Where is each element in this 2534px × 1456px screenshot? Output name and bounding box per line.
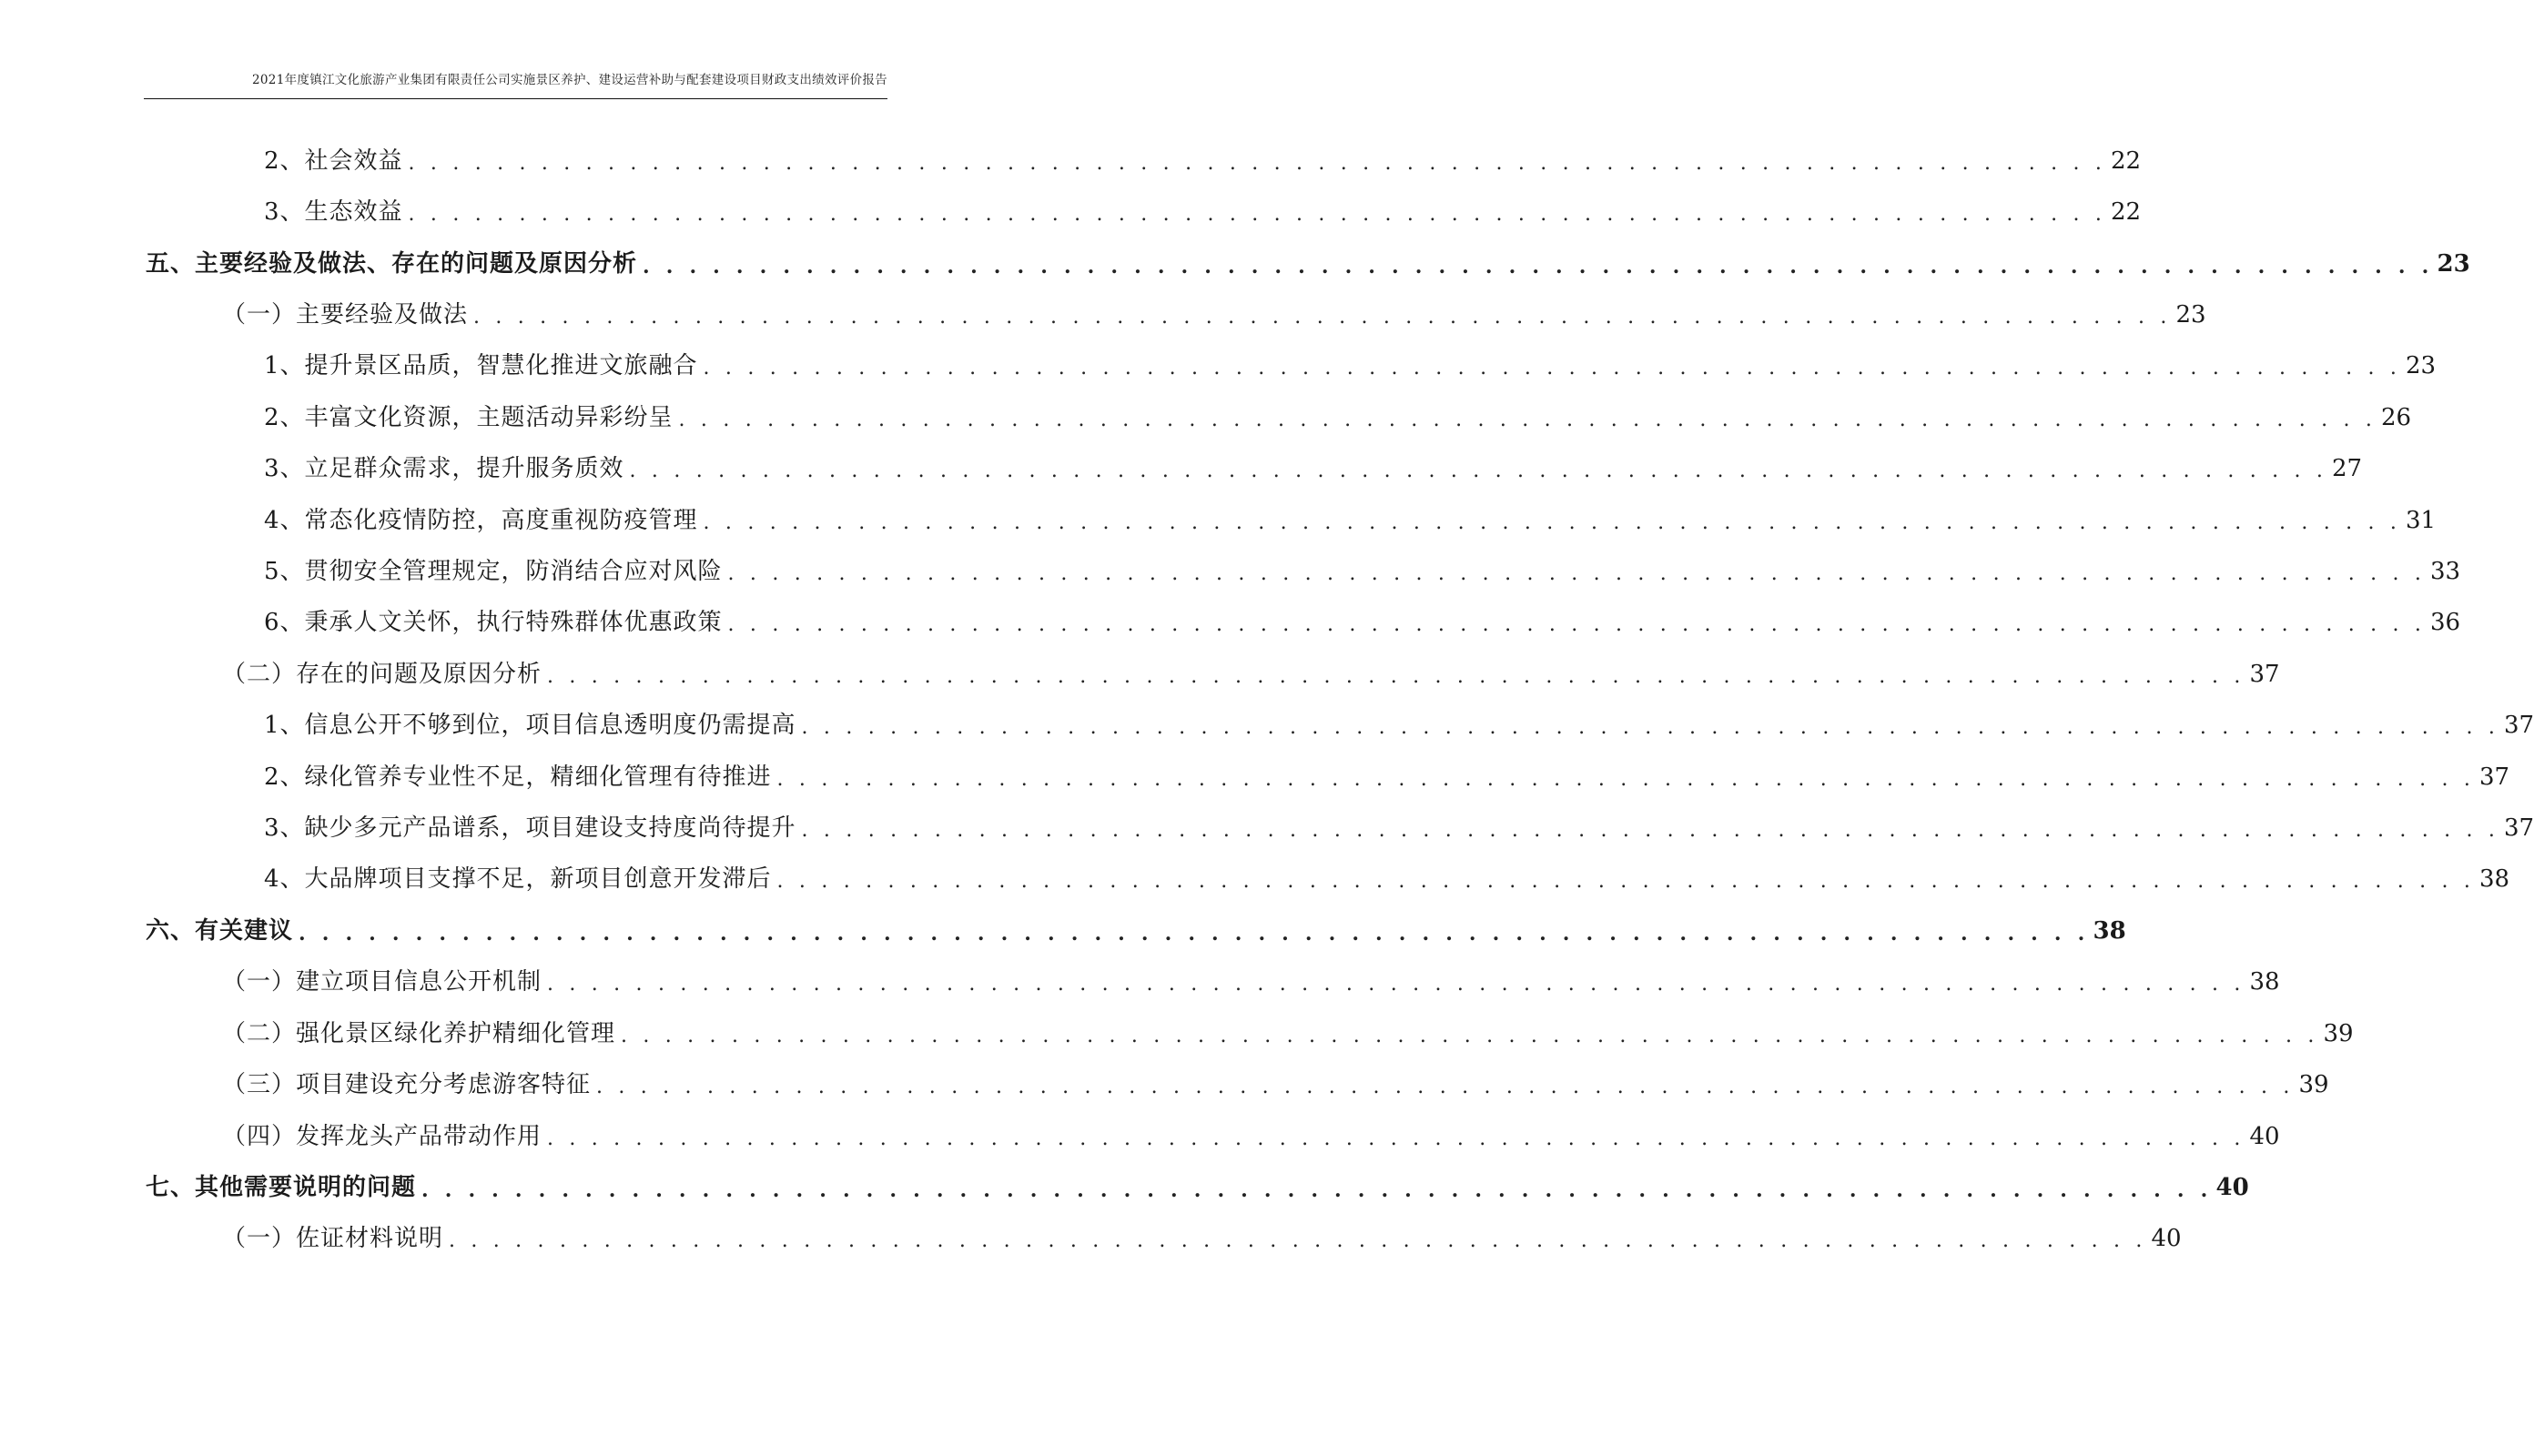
toc-leader-dots: . . . . . . . . . . . . . . . . . . . . . . . . . . . . . . . . . . . . . . . . . . . . . . . . . . . . . . . . . . . . . . . . . . . . . . . . . . . . . <box>776 768 2476 791</box>
toc-leader-dots: . . . . . . . . . . . . . . . . . . . . . . . . . . . . . . . . . . . . . . . . . . . . . . . . . . . . . . . . . . . . . . . . . . . . . . . . . . . . . <box>727 613 2427 636</box>
toc-entry-label: （二）强化景区绿化养护精细化管理 <box>222 1020 616 1047</box>
toc-entry[interactable] <box>222 1016 2354 1052</box>
toc-entry-label: 2、社会效益 <box>264 147 403 175</box>
toc-entry-label: 2、丰富文化资源，主题活动异彩纷呈 <box>264 404 674 431</box>
toc-entry-label: 6、秉承人文关怀，执行特殊群体优惠政策 <box>264 609 723 636</box>
toc-entry[interactable] <box>222 1220 2182 1257</box>
toc-leader-dots: . . . . . . . . . . . . . . . . . . . . . . . . . . . . . . . . . . . . . . . . . . . . . . . . . . . . . . . . . . . . . . . . . . . . . . . . . . . . . <box>408 203 2107 226</box>
toc-entry[interactable] <box>222 1118 2280 1155</box>
toc-entry[interactable] <box>264 143 2142 179</box>
toc-page-number: 22 <box>2111 147 2142 175</box>
toc-entry-label: （三）项目建设充分考虑游客特征 <box>222 1071 592 1098</box>
toc-leader-dots: . . . . . . . . . . . . . . . . . . . . . . . . . . . . . . . . . . . . . . . . . . . . . . . . . . . . . . . . . . . . . . . . . . . . . . . . . . . . . <box>621 1025 2319 1047</box>
toc-page-number: 39 <box>2298 1071 2329 1098</box>
toc-leader-dots: . . . . . . . . . . . . . . . . . . . . . . . . . . . . . . . . . . . . . . . . . . . . . . . . . . . . . . . . . . . . . . . . . . . . . . . . . . . . . <box>449 1229 2147 1252</box>
toc-entry[interactable] <box>264 399 2412 436</box>
toc-leader-dots: . . . . . . . . . . . . . . . . . . . . . . . . . . . . . . . . . . . . . . . . . . . . . . . . . . . . . . . . . . . . . . . . . . . . . . . . . . . . . <box>299 922 2090 945</box>
toc-entry[interactable] <box>264 502 2437 539</box>
toc-entry[interactable] <box>264 450 2363 487</box>
toc-page-number: 38 <box>2479 865 2510 893</box>
toc-page-number: 37 <box>2479 763 2510 791</box>
toc-leader-dots: . . . . . . . . . . . . . . . . . . . . . . . . . . . . . . . . . . . . . . . . . . . . . . . . . . . . . . . . . . . . . . . . . . . . . . . . . . . . . <box>547 973 2245 996</box>
toc-page-number: 36 <box>2430 609 2461 636</box>
toc-entry-label: （四）发挥龙头产品带动作用 <box>222 1123 542 1150</box>
toc-entry[interactable] <box>264 707 2534 743</box>
toc-page-number: 37 <box>2504 814 2534 842</box>
toc-entry-label: 五、主要经验及做法、存在的问题及原因分析 <box>146 250 638 278</box>
toc-entry[interactable] <box>146 246 2470 282</box>
toc-entry[interactable] <box>146 1169 2249 1206</box>
toc-entry[interactable] <box>222 1067 2329 1103</box>
toc-entry-label: 4、常态化疫情防控，高度重视防疫管理 <box>264 507 698 534</box>
toc-leader-dots: . . . . . . . . . . . . . . . . . . . . . . . . . . . . . . . . . . . . . . . . . . . . . . . . . . . . . . . . . . . . . . . . . . . . . . . . . . . . . <box>473 306 2172 329</box>
toc-leader-dots: . . . . . . . . . . . . . . . . . . . . . . . . . . . . . . . . . . . . . . . . . . . . . . . . . . . . . . . . . . . . . . . . . . . . . . . . . . . . . <box>801 819 2500 842</box>
toc-page-number: 40 <box>2151 1225 2182 1252</box>
toc-leader-dots: . . . . . . . . . . . . . . . . . . . . . . . . . . . . . . . . . . . . . . . . . . . . . . . . . . . . . . . . . . . . . . . . . . . . . . . . . . . . . <box>703 511 2402 534</box>
toc-page-number: 37 <box>2249 661 2280 688</box>
toc-entry[interactable] <box>222 964 2280 1000</box>
toc-entry-label: 3、立足群众需求，提升服务质效 <box>264 455 624 482</box>
toc-leader-dots: . . . . . . . . . . . . . . . . . . . . . . . . . . . . . . . . . . . . . . . . . . . . . . . . . . . . . . . . . . . . . . . . . . . . . . . . . . . . . <box>643 255 2434 278</box>
toc-page-number: 40 <box>2215 1174 2249 1201</box>
toc-leader-dots: . . . . . . . . . . . . . . . . . . . . . . . . . . . . . . . . . . . . . . . . . . . . . . . . . . . . . . . . . . . . . . . . . . . . . . . . . . . . . <box>703 357 2402 379</box>
toc-page-number: 37 <box>2504 712 2534 739</box>
toc-page-number: 23 <box>2437 250 2470 278</box>
toc-leader-dots: . . . . . . . . . . . . . . . . . . . . . . . . . . . . . . . . . . . . . . . . . . . . . . . . . . . . . . . . . . . . . . . . . . . . . . . . . . . . . <box>408 152 2107 175</box>
toc-entry-label: 1、信息公开不够到位，项目信息透明度仍需提高 <box>264 712 796 739</box>
toc-entry-label: （一）主要经验及做法 <box>222 301 469 329</box>
toc-leader-dots: . . . . . . . . . . . . . . . . . . . . . . . . . . . . . . . . . . . . . . . . . . . . . . . . . . . . . . . . . . . . . . . . . . . . . . . . . . . . . <box>727 562 2427 585</box>
toc-leader-dots: . . . . . . . . . . . . . . . . . . . . . . . . . . . . . . . . . . . . . . . . . . . . . . . . . . . . . . . . . . . . . . . . . . . . . . . . . . . . . <box>776 870 2476 893</box>
toc-leader-dots: . . . . . . . . . . . . . . . . . . . . . . . . . . . . . . . . . . . . . . . . . . . . . . . . . . . . . . . . . . . . . . . . . . . . . . . . . . . . . <box>547 1127 2245 1150</box>
toc-entry-label: 六、有关建议 <box>146 917 294 945</box>
toc-entry[interactable] <box>222 656 2280 693</box>
toc-leader-dots: . . . . . . . . . . . . . . . . . . . . . . . . . . . . . . . . . . . . . . . . . . . . . . . . . . . . . . . . . . . . . . . . . . . . . . . . . . . . . <box>801 716 2500 739</box>
toc-entry-label: 3、缺少多元产品谱系，项目建设支持度尚待提升 <box>264 814 796 842</box>
toc-leader-dots: . . . . . . . . . . . . . . . . . . . . . . . . . . . . . . . . . . . . . . . . . . . . . . . . . . . . . . . . . . . . . . . . . . . . . . . . . . . . . <box>596 1076 2295 1098</box>
toc-entry-label: （一）佐证材料说明 <box>222 1225 444 1252</box>
toc-page-number: 26 <box>2381 404 2412 431</box>
toc-entry[interactable] <box>264 810 2534 846</box>
toc-page-number: 31 <box>2406 507 2437 534</box>
toc-entry[interactable] <box>264 604 2461 641</box>
toc-entry-label: 4、大品牌项目支撑不足，新项目创意开发滞后 <box>264 865 772 893</box>
toc-entry[interactable] <box>264 553 2461 590</box>
toc-page-number: 33 <box>2430 558 2461 585</box>
toc-leader-dots: . . . . . . . . . . . . . . . . . . . . . . . . . . . . . . . . . . . . . . . . . . . . . . . . . . . . . . . . . . . . . . . . . . . . . . . . . . . . . <box>678 409 2377 431</box>
toc-entry-label: 2、绿化管养专业性不足，精细化管理有待推进 <box>264 763 772 791</box>
toc-entry[interactable] <box>264 348 2437 384</box>
toc-leader-dots: . . . . . . . . . . . . . . . . . . . . . . . . . . . . . . . . . . . . . . . . . . . . . . . . . . . . . . . . . . . . . . . . . . . . . . . . . . . . . <box>547 665 2245 688</box>
toc-entry-label: 5、贯彻安全管理规定，防消结合应对风险 <box>264 558 723 585</box>
toc-page-number: 38 <box>2249 968 2280 996</box>
toc-page-number: 38 <box>2093 917 2126 945</box>
toc-leader-dots: . . . . . . . . . . . . . . . . . . . . . . . . . . . . . . . . . . . . . . . . . . . . . . . . . . . . . . . . . . . . . . . . . . . . . . . . . . . . . <box>421 1178 2213 1202</box>
toc-page-number: 23 <box>2406 352 2437 379</box>
toc-entry[interactable] <box>264 759 2510 795</box>
toc-page-number: 40 <box>2249 1123 2280 1150</box>
toc-leader-dots: . . . . . . . . . . . . . . . . . . . . . . . . . . . . . . . . . . . . . . . . . . . . . . . . . . . . . . . . . . . . . . . . . . . . . . . . . . . . . <box>629 460 2328 482</box>
toc-entry-label: 1、提升景区品质，智慧化推进文旅融合 <box>264 352 698 379</box>
toc-page-number: 22 <box>2111 198 2142 226</box>
toc-entry[interactable] <box>146 913 2126 949</box>
toc-entry[interactable] <box>264 861 2510 897</box>
toc-entry-label: （一）建立项目信息公开机制 <box>222 968 542 996</box>
toc-page-number: 27 <box>2332 455 2363 482</box>
toc-entry[interactable] <box>222 297 2206 333</box>
toc-entry[interactable] <box>264 194 2142 230</box>
toc-page-number: 39 <box>2323 1020 2354 1047</box>
toc-entry-label: 3、生态效益 <box>264 198 403 226</box>
page-header: 2021年度镇江文化旅游产业集团有限责任公司实施景区养护、建设运营补助与配套建设项目财政支出绩效评价报告 <box>252 73 887 87</box>
toc-page-number: 23 <box>2175 301 2206 329</box>
toc-entry-label: 七、其他需要说明的问题 <box>146 1174 417 1201</box>
toc-entry-label: （二）存在的问题及原因分析 <box>222 661 542 688</box>
